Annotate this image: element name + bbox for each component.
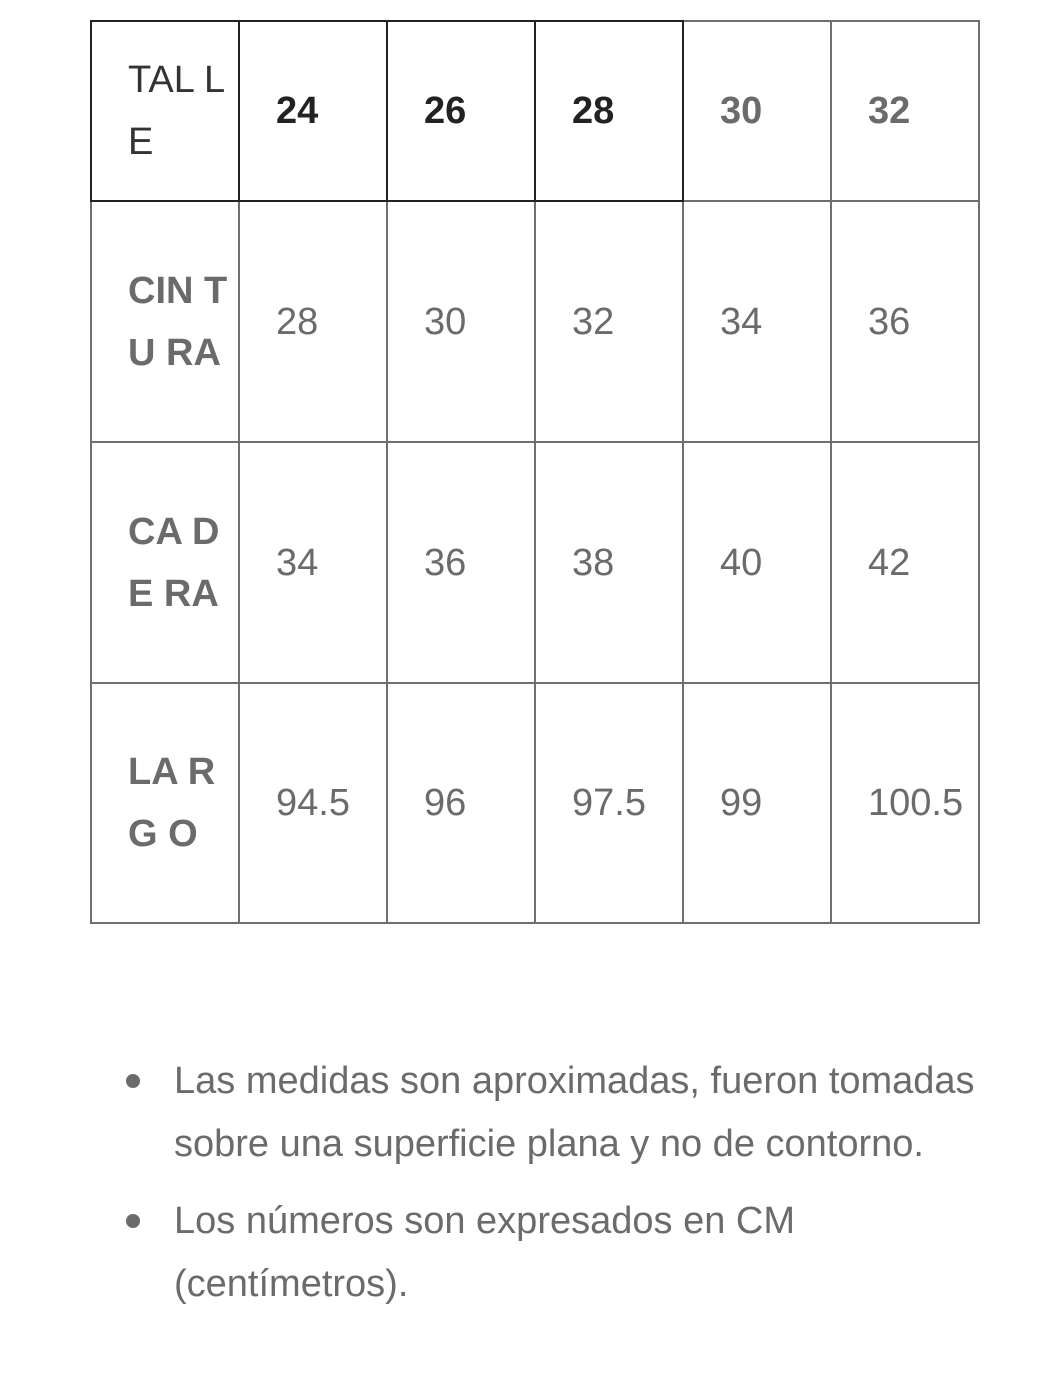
row-label-text: LA RG O: [128, 751, 216, 855]
size-label: 26: [424, 90, 467, 132]
size-label: 32: [868, 90, 911, 132]
cell-value: 42: [868, 541, 911, 584]
table-cell: [831, 442, 979, 683]
table-cell: [535, 442, 683, 683]
table-row-cintura: [91, 201, 979, 442]
size-chart-table: [90, 20, 980, 924]
note-text: Los números son expresados en CM (centímetros).: [174, 1200, 795, 1305]
header-size-26: [387, 21, 535, 201]
list-item: [120, 1190, 1000, 1316]
table-header-row: [91, 21, 979, 201]
note-text: Las medidas son aproximadas, fueron tomadas sobre una superficie plana y no de contorno.: [174, 1060, 975, 1165]
notes-list: [120, 1050, 1000, 1330]
cell-value: 38: [572, 541, 615, 584]
header-size-30: [683, 21, 831, 201]
table-row-cadera: [91, 442, 979, 683]
table-cell: [831, 201, 979, 442]
cell-value: 100.5: [868, 782, 964, 824]
bullet-icon: [126, 1074, 140, 1088]
table-cell: [387, 201, 535, 442]
table-cell: [239, 442, 387, 683]
row-label-largo: [91, 683, 239, 923]
table-row-largo: [91, 683, 979, 923]
table-cell: [239, 201, 387, 442]
table-cell: [387, 442, 535, 683]
table-cell: [387, 683, 535, 923]
header-talle-label: TAL LE: [128, 59, 226, 163]
header-size-32: [831, 21, 979, 201]
header-size-24: [239, 21, 387, 201]
table-cell: [683, 683, 831, 923]
header-size-28: [535, 21, 683, 201]
table-cell: [683, 201, 831, 442]
row-label-cadera: [91, 442, 239, 683]
size-label: 30: [720, 90, 763, 132]
table-cell: [683, 442, 831, 683]
table-cell: [831, 683, 979, 923]
table-cell: [239, 683, 387, 923]
cell-value: 34: [720, 300, 763, 343]
size-label: 28: [572, 90, 615, 132]
bullet-icon: [126, 1214, 140, 1228]
cell-value: 34: [276, 541, 319, 584]
size-label: 24: [276, 90, 319, 132]
cell-value: 30: [424, 300, 467, 343]
table-cell: [535, 683, 683, 923]
cell-value: 32: [572, 300, 615, 343]
cell-value: 36: [424, 541, 467, 584]
cell-value: 97.5: [572, 782, 646, 824]
row-label-cintura: [91, 201, 239, 442]
row-label-text: CA DE RA: [128, 510, 220, 615]
cell-value: 99: [720, 782, 763, 824]
row-label-text: CIN TU RA: [128, 269, 228, 374]
cell-value: 94.5: [276, 782, 350, 824]
header-talle: [91, 21, 239, 201]
cell-value: 96: [424, 782, 467, 824]
cell-value: 40: [720, 541, 763, 584]
table-cell: [535, 201, 683, 442]
cell-value: 28: [276, 300, 319, 343]
cell-value: 36: [868, 300, 911, 343]
list-item: [120, 1050, 1000, 1176]
